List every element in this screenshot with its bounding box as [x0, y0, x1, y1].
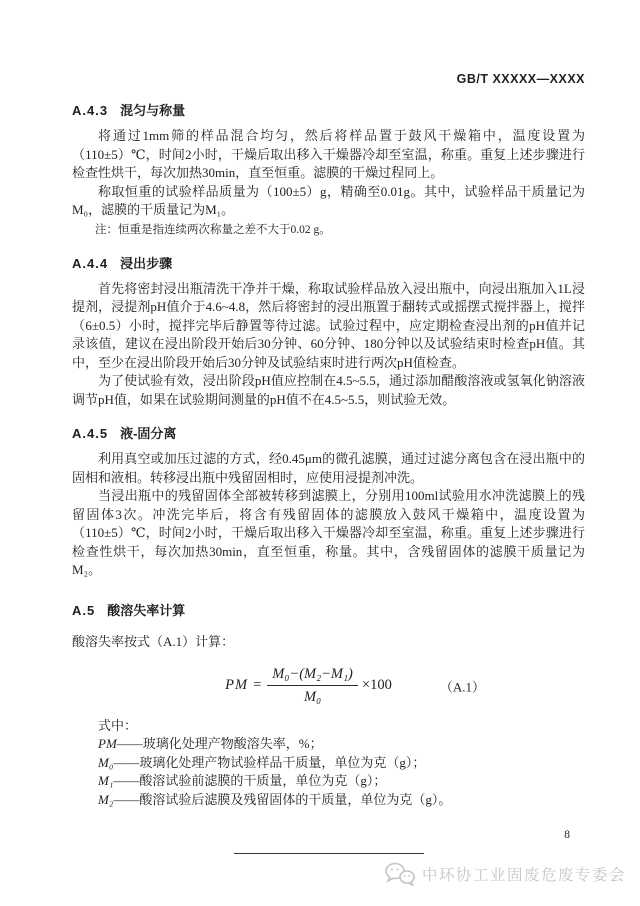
standard-code-header: GB/T XXXXX—XXXX [456, 72, 585, 86]
paragraph: 利用真空或加压过滤的方式，经0.45μm的微孔滤膜，通过过滤分离包含在浸出瓶中的固相和液相。转移浸出瓶中残留固相时，应使用浸提剂冲洗。 [72, 451, 585, 485]
section-title: 液-固分离 [120, 426, 177, 441]
section-title: 混匀与称量 [120, 103, 186, 118]
section-heading-a45 [72, 423, 585, 442]
formula-fraction [267, 665, 358, 706]
paragraph: 当浸出瓶中的残留固体全部被转移到滤膜上，分别用100ml试验用水冲洗滤膜上的残留固体3次。冲洗完毕后，将含有残留固体的滤膜放入鼓风干燥箱中，温度设置为（110±5）℃，时间2小时，干燥后取出移入干燥器冷却至室温，称重。重复上述步骤进行检查性烘干，每次加热30min，直至恒重，称量。其中，含残留固体的滤膜干质量记为M₂。 [72, 488, 585, 577]
note-text: 注：恒重是指连续两次称量之差不大于0.02 g。 [95, 223, 331, 236]
section-title: 浸出步骤 [120, 255, 173, 271]
symbol: M₀ [98, 754, 114, 770]
section-number: A.4.3 [72, 103, 109, 118]
watermark [384, 861, 626, 887]
formula-label: （A.1） [439, 679, 485, 695]
page-content [72, 72, 585, 854]
page-number: 8 [564, 829, 570, 841]
formula-a1 [72, 665, 545, 706]
section-number: A.4.4 [72, 255, 109, 271]
symbol-desc: ——玻璃化处理产物酸溶失率，%； [116, 736, 323, 752]
formula-multiplier: ×100 [361, 677, 392, 694]
where-item-m0 [72, 754, 585, 773]
symbol: M₁ [98, 773, 114, 789]
formula-numerator: M₀−(M₂−M₁) [267, 665, 358, 686]
section-heading-a43 [72, 100, 585, 119]
formula-denominator: M₀ [304, 689, 322, 706]
end-of-text-line [234, 853, 424, 854]
formula-equals: = [253, 677, 262, 694]
where-item-m1 [72, 772, 585, 791]
section-heading-a5 [72, 600, 585, 619]
section-heading-a44 [72, 253, 585, 272]
symbol-desc: ——玻璃化处理产物试验样品干质量，单位为克（g）； [113, 754, 426, 770]
symbol-desc: ——酸溶试验前滤膜的干质量，单位为克（g）； [113, 773, 387, 789]
formula-lhs: PM [225, 677, 249, 694]
section-number: A.5 [72, 602, 96, 618]
paragraph: 首先将密封浸出瓶清洗干净并干燥，称取试验样品放入浸出瓶中，向浸出瓶加入1L浸提剂，浸提剂pH值介于4.6~4.8，然后将密封的浸出瓶置于翻转式或摇摆式搅拌器上，搅拌（6±0.5）小时，搅拌完毕后静置等待过滤。试验过程中，应定期检查浸出剂的pH值并记录该值，建议在浸出阶段开始后30分钟、60分钟、180分钟以及试验结束时检查pH值。其中，至少在浸出阶段开始后30分钟及试验结束时进行两次pH值检查。 [72, 280, 585, 370]
symbol: PM [98, 736, 117, 752]
formula-intro: 酸溶失率按式（A.1）计算： [72, 633, 235, 649]
symbol-desc: ——酸溶试验后滤膜及残留固体的干质量，单位为克（g）。 [113, 791, 452, 807]
paragraph: 将通过1mm筛的样品混合均匀，然后将样品置于鼓风干燥箱中，温度设置为（110±5）℃，时间2小时，干燥后取出移入干燥器冷却至室温，称重。重复上述步骤进行检查性烘干，每次加热30min，直至恒重。滤膜的干燥过程同上。 [72, 128, 585, 180]
wechat-bubbles-icon [384, 861, 416, 887]
section-number: A.4.5 [72, 426, 109, 441]
where-item-m2 [72, 791, 585, 810]
paragraph: 称取恒重的试验样品质量为（100±5）g，精确至0.01g。其中，试验样品干质量记为M₀，滤膜的干质量记为M₁。 [72, 183, 585, 217]
where-item-pm [72, 735, 585, 754]
paragraph: 为了使试验有效，浸出阶段pH值应控制在4.5~5.5，通过添加醋酸溶液或氢氧化钠溶液调节pH值，如果在试验期间测量的pH值不在4.5~5.5，则试验无效。 [72, 373, 586, 407]
symbol: M₂ [98, 791, 114, 807]
section-title: 酸溶失率计算 [107, 602, 186, 618]
watermark-text: 中环协工业固废危废专委会 [421, 867, 626, 884]
where-lead: 式中： [98, 718, 138, 734]
